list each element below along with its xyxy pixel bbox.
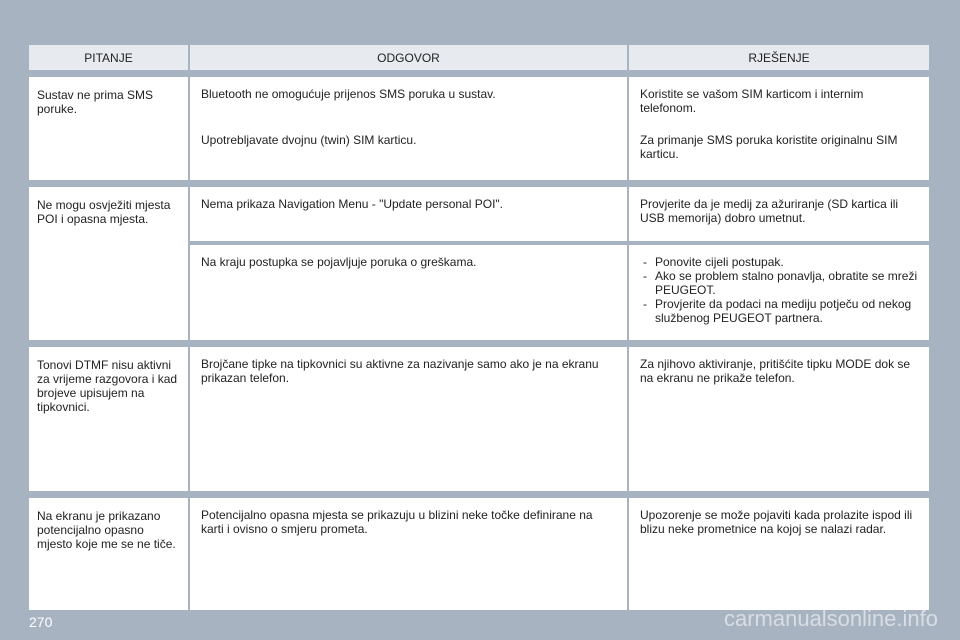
answer-text: Upotrebljavate dvojnu (twin) SIM karticu. [201, 133, 417, 147]
solution-cell: Provjerite da je medij za ažuriranje (SD kartica ili USB memorija) dobro umetnut. [629, 187, 929, 241]
list-item: - Ako se problem stalno ponavlja, obratite se mreži PEUGEOT. [640, 269, 918, 297]
answer-cell: Potencijalno opasna mjesta se prikazuju u blizini neke točke definirane na karti i ovisno o smjeru prometa. [190, 498, 627, 610]
solution-list [640, 255, 918, 325]
answer-cell [190, 77, 627, 180]
faq-table [29, 45, 929, 617]
page-number: 270 [29, 614, 53, 630]
question-cell: Tonovi DTMF nisu aktivni za vrijeme razgovora i kad brojeve upisujem na tipkovnici. [29, 347, 188, 491]
table-row [29, 347, 929, 491]
list-item: - Provjerite da podaci na mediju potječu od nekog službenog PEUGEOT partnera. [640, 297, 918, 325]
answer-cell: Nema prikaza Navigation Menu - "Update personal POI". [190, 187, 627, 241]
question-cell: Sustav ne prima SMS poruke. [29, 77, 188, 180]
table-row [29, 77, 929, 180]
header-solution: RJEŠENJE [629, 45, 929, 70]
watermark: carmanualsonline.info [723, 606, 938, 631]
solution-cell [629, 77, 929, 180]
answer-cell: Na kraju postupka se pojavljuje poruka o greškama. [190, 245, 627, 340]
header-question: PITANJE [29, 45, 190, 70]
solution-text: Za primanje SMS poruka koristite originalnu SIM karticu. [640, 133, 898, 161]
answer-cell: Brojčane tipke na tipkovnici su aktivne za nazivanje samo ako je na ekranu prikazan telefon. [190, 347, 627, 491]
table-header [29, 45, 929, 70]
solution-cell: Za njihovo aktiviranje, pritišćite tipku MODE dok se na ekranu ne prikaže telefon. [629, 347, 929, 491]
header-answer: ODGOVOR [190, 45, 629, 70]
list-item: - Ponovite cijeli postupak. [640, 255, 918, 269]
solution-text: Koristite se vašom SIM karticom i internim telefonom. [640, 87, 864, 115]
table-row [29, 187, 929, 340]
answer-text: Bluetooth ne omogućuje prijenos SMS poruka u sustav. [201, 87, 496, 101]
solution-cell: Upozorenje se može pojaviti kada prolazite ispod ili blizu neke prometnice na kojoj se nalazi radar. [629, 498, 929, 610]
question-cell: Ne mogu osvježiti mjesta POI i opasna mjesta. [29, 187, 188, 340]
question-cell: Na ekranu je prikazano potencijalno opasno mjesto koje me se ne tiče. [29, 498, 188, 610]
table-row [29, 498, 929, 610]
solution-cell [629, 245, 929, 340]
